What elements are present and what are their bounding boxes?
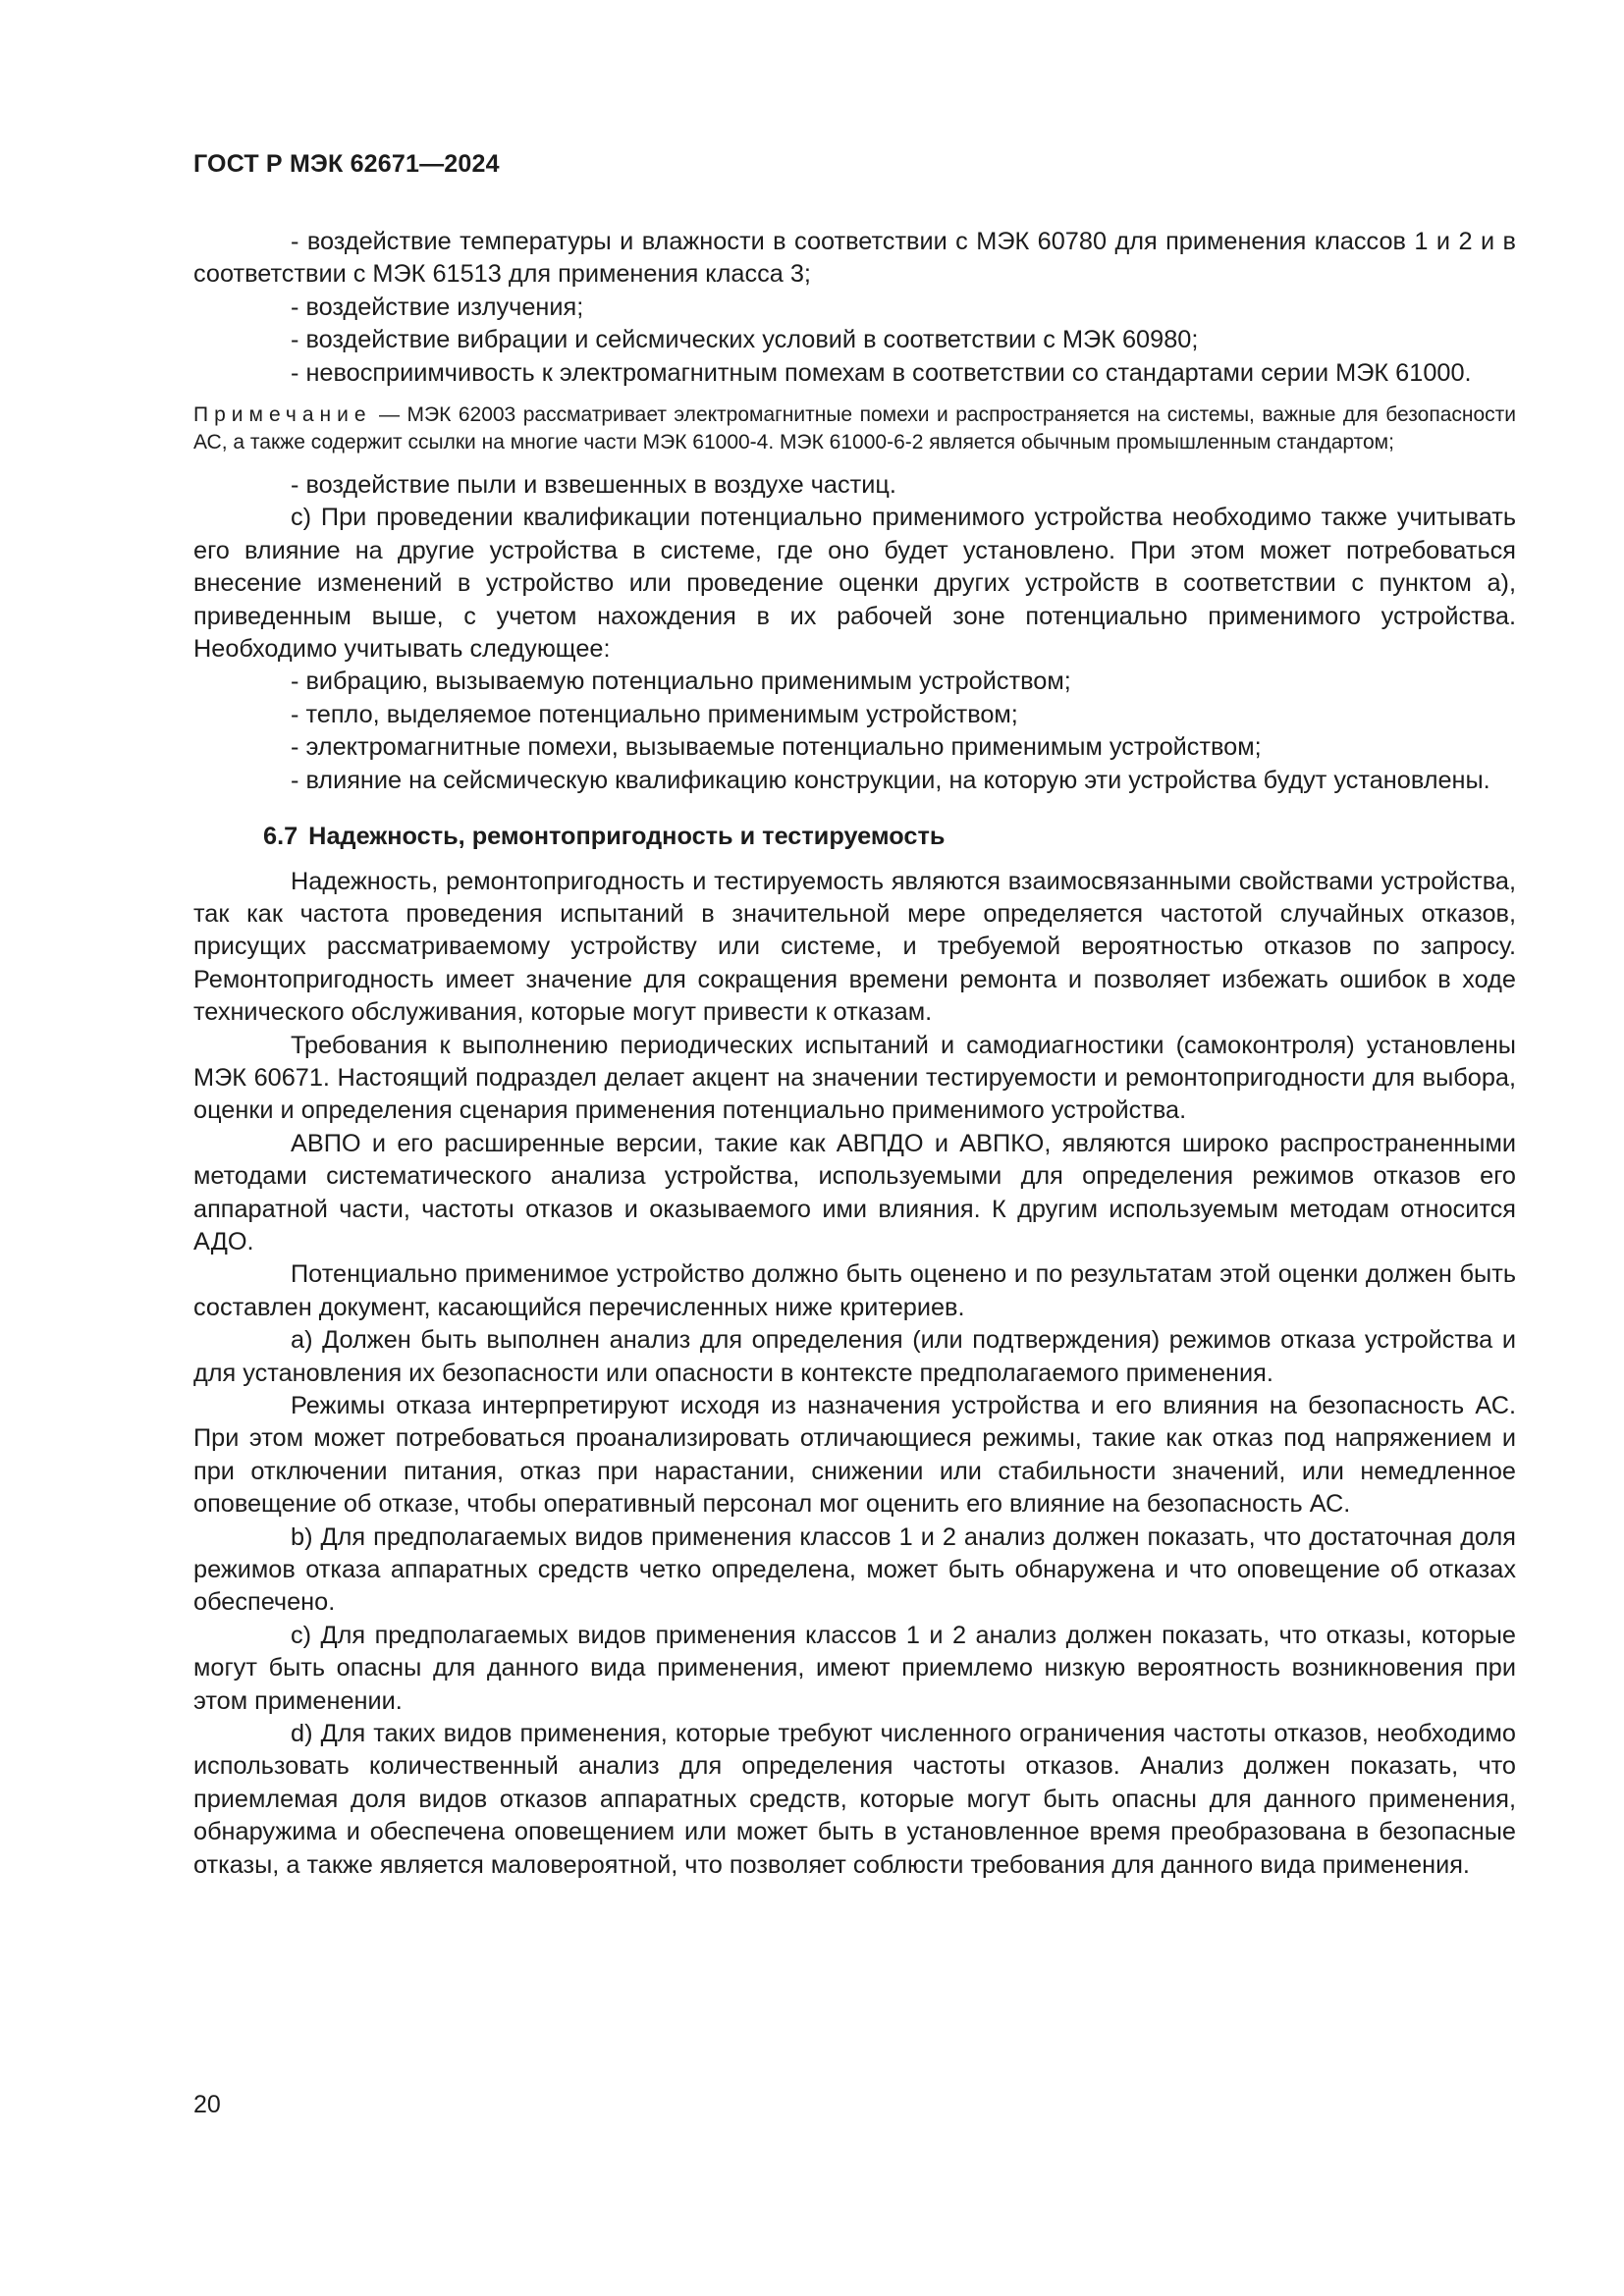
list-item: - тепло, выделяемое потенциально применимым устройством;	[291, 700, 1018, 728]
list-item: - вибрацию, вызываемую потенциально применимым устройством;	[291, 667, 1071, 696]
section-number: 6.7	[263, 823, 298, 851]
list-item: - невосприимчивость к электромагнитным помехам в соответствии со стандартами серии МЭК 61000.	[291, 358, 1472, 387]
note-label: Примечание	[193, 403, 372, 427]
list-item: - воздействие температуры и влажности в соответствии с МЭК 60780 для применения классов 1 и 2 и в соответствии с МЭК 61513 для применения класса 3;	[193, 228, 1516, 289]
paragraph: b) Для предполагаемых видов применения классов 1 и 2 анализ должен показать, что достаточная доля режимов отказа аппаратных средств четко определена, может быть обнаружена и что оповещение об отказах обеспечено.	[193, 1522, 1516, 1617]
paragraph: Режимы отказа интерпретируют исходя из назначения устройства и его влияния на безопасность АС. При этом может потребоваться проанализировать отличающиеся режимы, такие как отказ под напряжением и при отключении питания, отказ при нарастании, снижении или стабильности значений, или немедленное оповещение об отказе, чтобы оперативный персонал мог оценить его влияние на безопасность АС.	[193, 1392, 1516, 1519]
paragraph: Требования к выполнению периодических испытаний и самодиагностики (самоконтроля) установлены МЭК 60671. Настоящий подраздел делает акцент на значении тестируемости и ремонтопригодности для выбора, оценки и определения сценария применения потенциально применимого устройства.	[193, 1031, 1516, 1125]
document-header: ГОСТ Р МЭК 62671—2024	[193, 150, 500, 178]
section-heading	[193, 821, 1516, 853]
page-number: 20	[193, 2091, 221, 2118]
section-title: Надежность, ремонтопригодность и тестируемость	[308, 823, 946, 851]
list-item: - воздействие излучения;	[291, 293, 584, 321]
paragraph: АВПО и его расширенные версии, такие как АВПДО и АВПКО, являются широко распространенными методами систематического анализа устройства, используемыми для определения режимов отказов его аппаратной части, частоты отказов и оказываемого ими влияния. К другим используемым методам относится АДО.	[193, 1129, 1516, 1255]
list-item: - влияние на сейсмическую квалификацию конструкции, на которую эти устройства будут установлены.	[291, 766, 1490, 794]
paragraph: с) При проведении квалификации потенциально применимого устройства необходимо также учитывать его влияние на другие устройства в системе, где оно будет установлено. При этом может потребоваться внесение изменений в устройство или проведение оценки других устройств в соответствии с пунктом а), приведенным выше, с учетом нахождения в их рабочей зоне потенциально применимого устройства. Необходимо учитывать следующее:	[193, 504, 1516, 664]
paragraph: d) Для таких видов применения, которые требуют численного ограничения частоты отказов, необходимо использовать количественный анализ для определения частоты отказов. Анализ должен показать, что приемлемая доля видов отказов аппаратных средств, которые могут быть опасны для данного применения, обнаружима и обеспечена оповещением или может быть в установленное время преобразована в безопасные отказы, а также является маловероятной, что позволяет соблюсти требования для данного вида применения.	[193, 1720, 1516, 1879]
paragraph: а) Должен быть выполнен анализ для определения (или подтверждения) режимов отказа устройства и для установления их безопасности или опасности в контексте предполагаемого применения.	[193, 1326, 1516, 1387]
note-text: — МЭК 62003 рассматривает электромагнитные помехи и распространяется на системы, важные для безопасности АС, а также содержит ссылки на многие части МЭК 61000-4. МЭК 61000-6-2 является обычным промышленным стандартом;	[193, 403, 1516, 454]
note	[193, 401, 1516, 456]
list-item: - электромагнитные помехи, вызываемые потенциально применимым устройством;	[291, 733, 1262, 762]
document-body	[193, 226, 1516, 1882]
paragraph: с) Для предполагаемых видов применения классов 1 и 2 анализ должен показать, что отказы, которые могут быть опасны для данного вида применения, имеют приемлемо низкую вероятность возникновения при этом применении.	[193, 1621, 1516, 1715]
list-item: - воздействие вибрации и сейсмических условий в соответствии с МЭК 60980;	[291, 326, 1199, 354]
list-item: - воздействие пыли и взвешенных в воздухе частиц.	[291, 471, 896, 500]
paragraph: Потенциально применимое устройство должно быть оценено и по результатам этой оценки должен быть составлен документ, касающийся перечисленных ниже критериев.	[193, 1260, 1516, 1321]
paragraph: Надежность, ремонтопригодность и тестируемость являются взаимосвязанными свойствами устройства, так как частота проведения испытаний в значительной мере определяется частотой случайных отказов, присущих рассматриваемому устройству или системе, и требуемой вероятностью отказов по запросу. Ремонтопригодность имеет значение для сокращения времени ремонта и позволяет избежать ошибок в ходе технического обслуживания, которые могут привести к отказам.	[193, 867, 1516, 1027]
